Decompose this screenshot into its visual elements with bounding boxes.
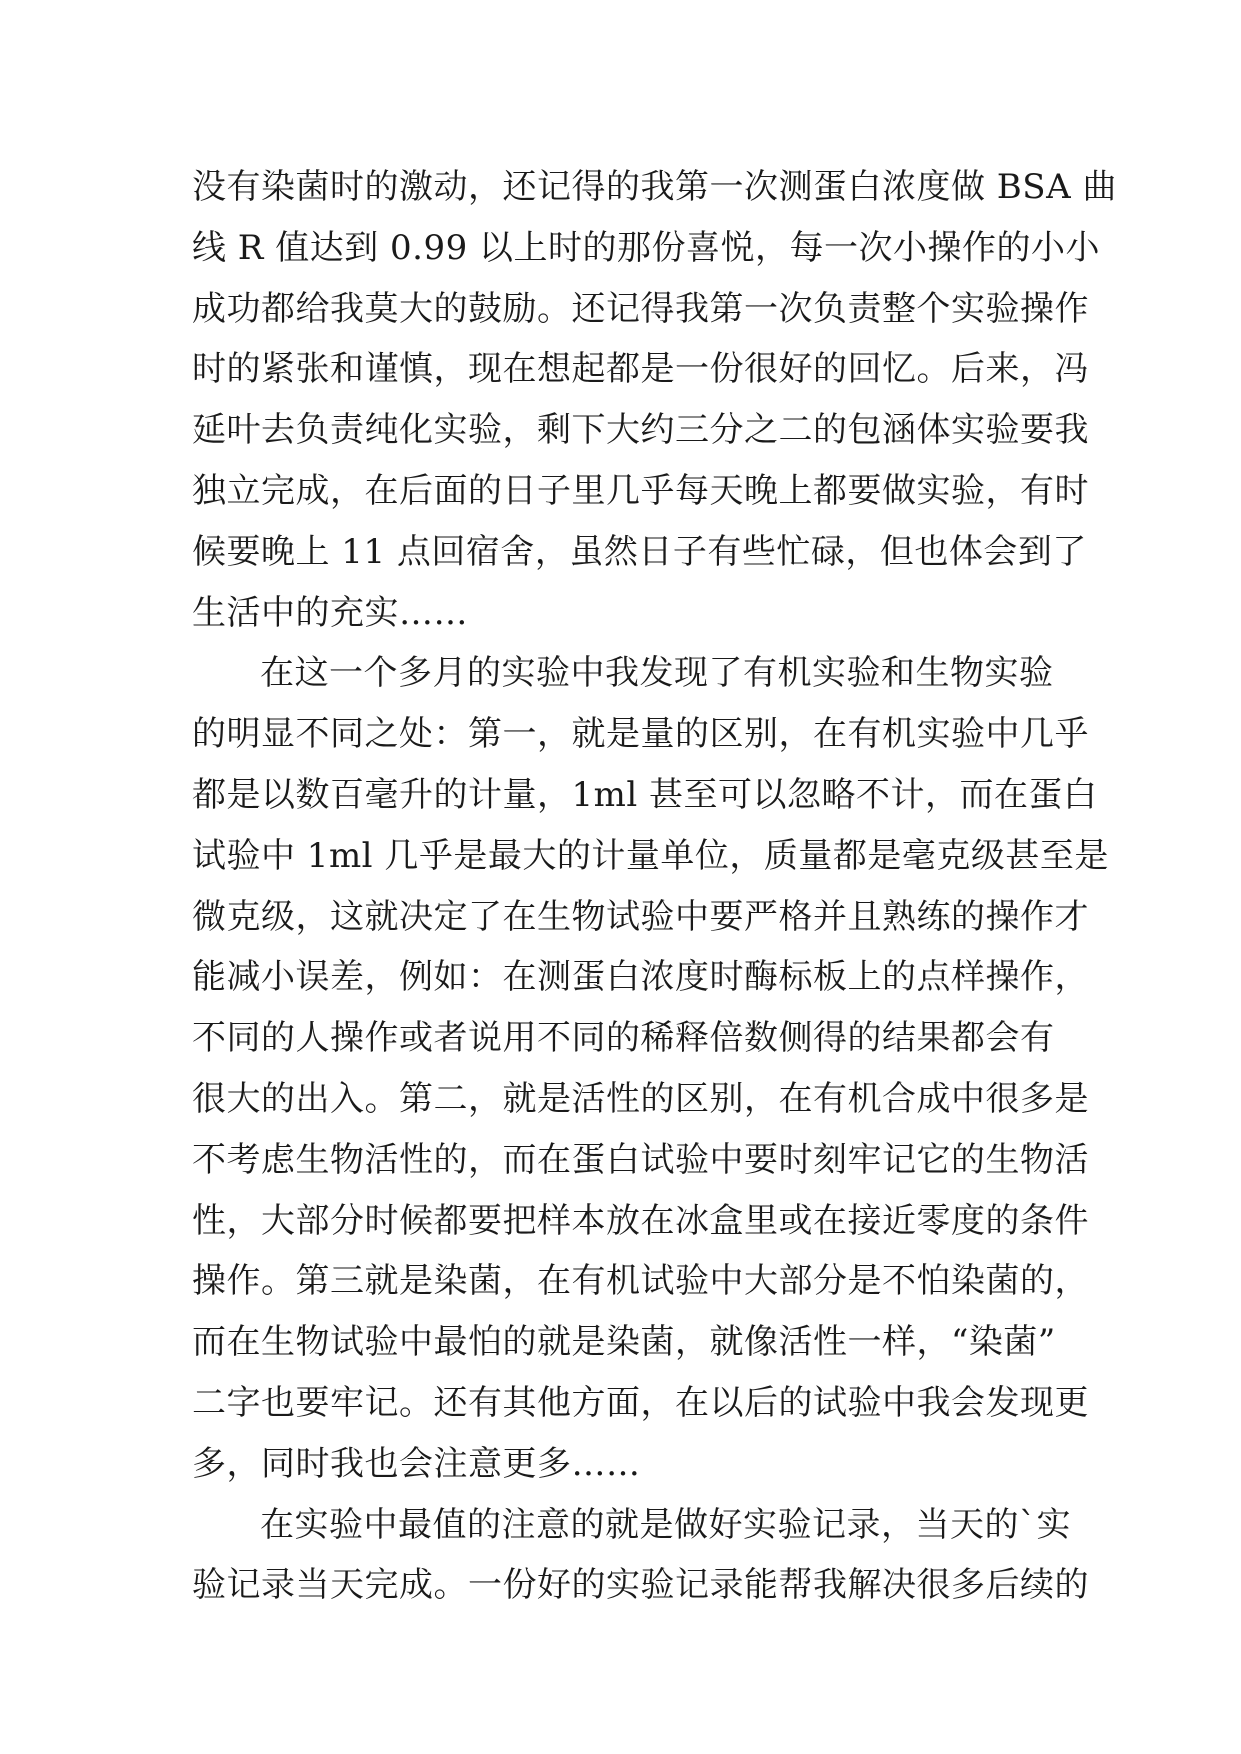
text-line: 多，同时我也会注意更多…… xyxy=(192,1443,641,1484)
text-line: 而在生物试验中最怕的就是染菌，就像活性一样，“染菌” xyxy=(192,1322,1056,1363)
paragraph-first-line: 在这一个多月的实验中我发现了有机实验和生物实验 xyxy=(260,653,1054,694)
text-line: 不同的人操作或者说用不同的稀释倍数侧得的结果都会有 xyxy=(192,1018,1055,1059)
text-line: 线 R 值达到 0.99 以上时的那份喜悦，每一次小操作的小小 xyxy=(192,227,1101,268)
text-line: 能减小误差，例如：在测蛋白浓度时酶标板上的点样操作， xyxy=(192,957,1089,998)
text-line: 性，大部分时候都要把样本放在冰盒里或在接近零度的条件 xyxy=(192,1200,1089,1241)
text-line: 生活中的充实…… xyxy=(192,592,468,633)
text-line: 二字也要牢记。还有其他方面，在以后的试验中我会发现更 xyxy=(192,1382,1089,1423)
text-line: 微克级，这就决定了在生物试验中要严格并且熟练的操作才 xyxy=(192,896,1089,937)
text-line: 验记录当天完成。一份好的实验记录能帮我解决很多后续的 xyxy=(192,1565,1089,1606)
text-line: 没有染菌时的激动，还记得的我第一次测蛋白浓度做 BSA 曲 xyxy=(192,167,1117,207)
text-line: 的明显不同之处：第一，就是量的区别，在有机实验中几乎 xyxy=(192,714,1089,755)
text-line: 很大的出入。第二，就是活性的区别，在有机合成中很多是 xyxy=(192,1078,1089,1119)
text-line: 时的紧张和谨慎，现在想起都是一份很好的回忆。后来，冯 xyxy=(192,349,1089,390)
text-line: 不考虑生物活性的，而在蛋白试验中要时刻牢记它的生物活 xyxy=(192,1139,1089,1180)
text-line: 延叶去负责纯化实验，剩下大约三分之二的包涵体实验要我 xyxy=(192,410,1089,451)
text-line: 成功都给我莫大的鼓励。还记得我第一次负责整个实验操作 xyxy=(192,288,1089,329)
text-line: 操作。第三就是染菌，在有机试验中大部分是不怕染菌的， xyxy=(192,1261,1089,1302)
text-line: 都是以数百毫升的计量，1ml 甚至可以忽略不计，而在蛋白 xyxy=(192,774,1098,815)
text-line: 试验中 1ml 几乎是最大的计量单位，质量都是毫克级甚至是 xyxy=(192,835,1109,876)
body-text xyxy=(192,157,1117,1616)
text-line: 候要晚上 11 点回宿舍，虽然日子有些忙碌，但也体会到了 xyxy=(192,531,1087,572)
text-line: 独立完成，在后面的日子里几乎每天晚上都要做实验，有时 xyxy=(192,470,1089,511)
paragraph-first-line: 在实验中最值的注意的就是做好实验记录，当天的`实 xyxy=(260,1504,1071,1545)
